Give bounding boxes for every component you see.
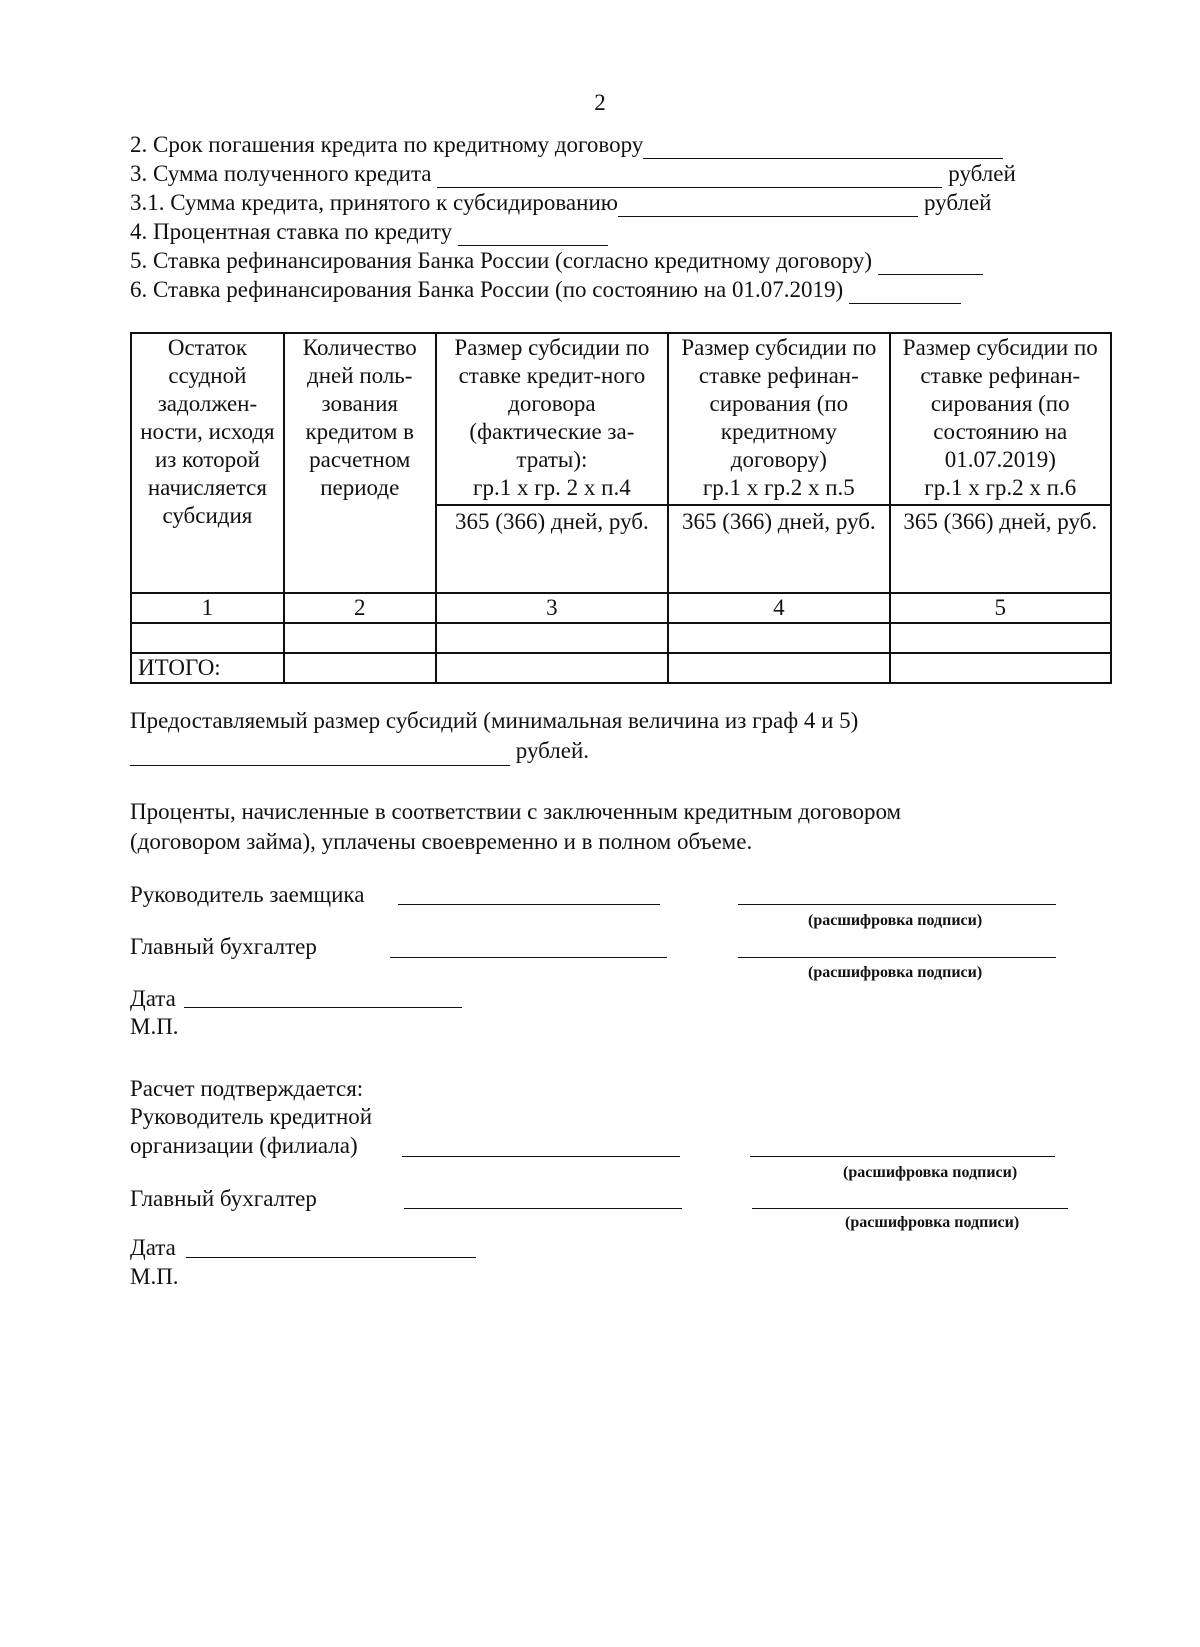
borrower-head-label: Руководитель заемщика xyxy=(130,882,365,907)
field-blank[interactable] xyxy=(618,194,918,217)
bank-head-signature-line[interactable] xyxy=(402,1154,680,1157)
bank-date-line[interactable] xyxy=(186,1255,476,1258)
field-interest-rate xyxy=(130,217,1080,246)
borrower-head-signature-line[interactable] xyxy=(398,902,660,905)
column-number: 1 xyxy=(131,593,284,623)
field-label: 4. Процентная ставка по кредиту xyxy=(130,219,453,244)
field-received-amount xyxy=(130,159,1080,188)
field-label: 5. Ставка рефинансирования Банка России (согласно кредитному договору) xyxy=(130,248,873,273)
provided-subsidy-blank[interactable] xyxy=(130,743,510,766)
total-cell[interactable] xyxy=(284,653,436,683)
table-cell[interactable] xyxy=(131,623,284,653)
field-subsidized-amount xyxy=(130,188,1080,217)
bank-accountant-signature-line[interactable] xyxy=(404,1206,682,1209)
field-label: 6. Ставка рефинансирования Банка России (по состоянию на 01.07.2019) xyxy=(130,277,844,302)
provided-subsidy-unit: рублей. xyxy=(515,738,590,763)
interest-statement-line: (договором займа), уплачены своевременно и в полном объеме. xyxy=(130,829,753,854)
provided-subsidy-text: Предоставляемый размер субсидий (минимальная величина из граф 4 и 5) xyxy=(130,708,859,733)
field-label: 3.1. Сумма кредита, принятого к субсидированию xyxy=(130,190,618,215)
total-cell[interactable] xyxy=(436,653,668,683)
bank-head-label-line2: организации (филиала) xyxy=(130,1133,358,1158)
subsidy-calculation-table xyxy=(130,332,1112,684)
page-number: 2 xyxy=(594,90,606,115)
borrower-accountant-signature-line[interactable] xyxy=(390,955,667,958)
field-blank[interactable] xyxy=(878,252,983,275)
field-blank[interactable] xyxy=(437,165,942,188)
borrower-date-line[interactable] xyxy=(184,1005,462,1008)
signature-caption: (расшифровка подписи) xyxy=(808,964,983,981)
formula-denominator: 365 (366) дней, руб. xyxy=(669,504,888,536)
provided-subsidy-block xyxy=(130,706,858,766)
column-number: 3 xyxy=(436,593,668,623)
borrower-accountant-label: Главный бухгалтер xyxy=(130,934,317,959)
loan-fields xyxy=(130,130,1080,304)
borrower-stamp-label: М.П. xyxy=(130,1014,179,1039)
table-cell[interactable] xyxy=(890,623,1111,653)
borrower-accountant-name-line[interactable] xyxy=(738,955,1056,958)
formula-numerator: гр.1 х гр.2 х п.5 xyxy=(702,475,855,500)
field-repayment-term xyxy=(130,130,1080,159)
table-cell[interactable] xyxy=(436,623,668,653)
formula-numerator: гр.1 х гр.2 х п.6 xyxy=(924,475,1077,500)
total-cell[interactable] xyxy=(668,653,889,683)
confirm-label: Расчет подтверждается: xyxy=(130,1076,364,1101)
bank-accountant-label: Главный бухгалтер xyxy=(130,1186,317,1211)
table-cell[interactable] xyxy=(668,623,889,653)
column-number: 5 xyxy=(890,593,1111,623)
field-blank[interactable] xyxy=(643,136,1003,159)
bank-accountant-name-line[interactable] xyxy=(752,1206,1068,1209)
header-subsidy-refinancing-contract: Размер субсидии по ставке рефинан-сирования (по кредитному договору) гр.1 х гр.2 х п.5 365 (366) дней, руб. xyxy=(668,333,889,593)
column-number: 2 xyxy=(284,593,436,623)
formula-denominator: 365 (366) дней, руб. xyxy=(891,504,1110,536)
bank-date-label: Дата xyxy=(130,1235,176,1260)
table-cell[interactable] xyxy=(284,623,436,653)
borrower-date-label: Дата xyxy=(130,986,176,1011)
bank-stamp-label: М.П. xyxy=(130,1264,179,1289)
field-refinancing-rate-contract xyxy=(130,246,1080,275)
bank-head-label-line1: Руководитель кредитной xyxy=(130,1104,373,1129)
signature-caption: (расшифровка подписи) xyxy=(845,1214,1020,1231)
total-label: ИТОГО: xyxy=(131,653,284,683)
field-label: 2. Срок погашения кредита по кредитному договору xyxy=(130,132,644,157)
signature-caption: (расшифровка подписи) xyxy=(808,912,983,929)
field-refinancing-rate-date xyxy=(130,275,1080,304)
signature-caption: (расшифровка подписи) xyxy=(843,1164,1018,1181)
field-blank[interactable] xyxy=(849,281,961,304)
interest-statement xyxy=(130,797,901,857)
field-label: 3. Сумма полученного кредита xyxy=(130,161,432,186)
header-subsidy-contract-rate: Размер субсидии по ставке кредит-ного договора (фактические за-траты): гр.1 х гр. 2 х п.4 365 (366) дней, руб. xyxy=(436,333,668,593)
borrower-head-name-line[interactable] xyxy=(738,902,1056,905)
field-unit: рублей xyxy=(923,190,992,215)
total-cell[interactable] xyxy=(890,653,1111,683)
table-row xyxy=(131,623,1111,653)
formula-denominator: 365 (366) дней, руб. xyxy=(437,504,667,536)
field-blank[interactable] xyxy=(458,223,608,246)
header-loan-balance: Остаток ссудной задолжен-ности, исходя из которой начисляется субсидия xyxy=(131,333,284,593)
bank-head-name-line[interactable] xyxy=(750,1154,1055,1157)
column-number: 4 xyxy=(668,593,889,623)
formula-numerator: гр.1 х гр. 2 х п.4 xyxy=(473,475,631,500)
field-unit: рублей xyxy=(948,161,1016,186)
interest-statement-line: Проценты, начисленные в соответствии с заключенным кредитным договором xyxy=(130,799,902,824)
table-header-row xyxy=(131,333,1111,593)
header-days-count: Количество дней поль-зования кредитом в расчетном периоде xyxy=(284,333,436,593)
column-number-row xyxy=(131,593,1111,623)
total-row xyxy=(131,653,1111,683)
header-subsidy-refinancing-date: Размер субсидии по ставке рефинан-сирования (по состоянию на 01.07.2019) гр.1 х гр.2 х п.6 365 (366) дней, руб. xyxy=(890,333,1111,593)
